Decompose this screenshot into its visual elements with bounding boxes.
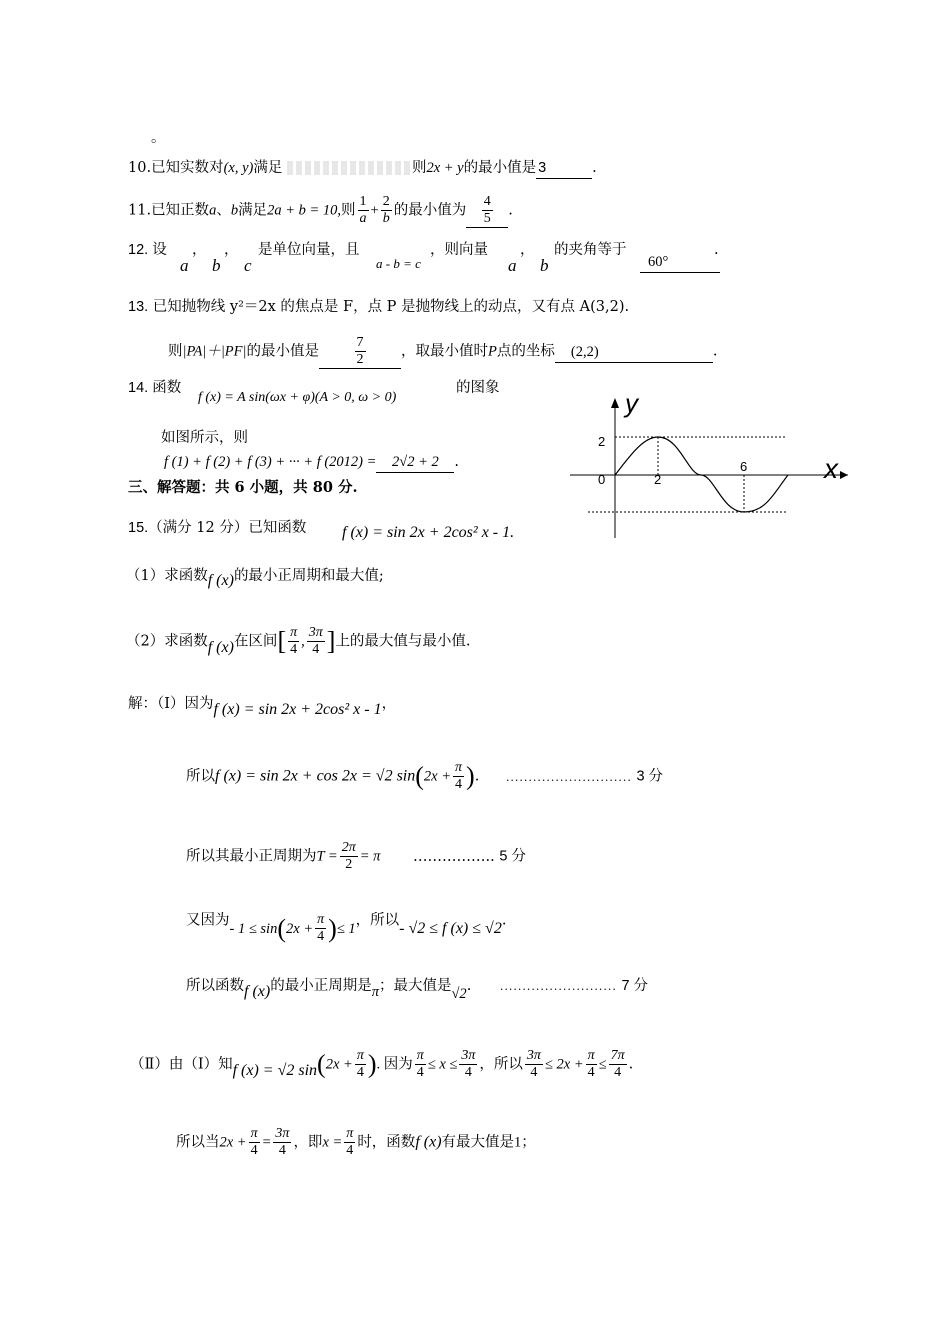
y-axis-label: y (625, 390, 638, 418)
s2-pre: 所以 (186, 768, 215, 785)
q10-condition-blurred (287, 161, 412, 175)
q13-line2-mid3: 点的坐标 (496, 343, 555, 360)
q11-sep: 、 (216, 202, 231, 219)
solution-line-4: 又因为- 1 ≤ sin(2x + $\frac{\pi}{4}$ )≤ 1，所以- √2 ≤ f (x) ≤ √2. (186, 912, 507, 944)
s7-fx: f (x) (415, 1133, 442, 1151)
q11-number: 11. (128, 202, 152, 219)
q11-frac2: $\frac{2}{b}$ (382, 194, 390, 226)
s4-inner: 2x + (286, 920, 314, 937)
s6-mid: . 因为 (376, 1056, 413, 1073)
q15-part1-pre: （1）求函数 (126, 568, 208, 584)
s2-expr: f (x) = sin 2x + cos 2x = √2 sin (215, 767, 416, 785)
s3-pre: 所以其最小正周期为 (186, 848, 317, 865)
tick-y-2: 2 (598, 434, 606, 449)
q11-then: 则 (341, 202, 356, 219)
q11-text-mid: 满足 (238, 202, 268, 219)
q15-part2-mid: 在区间 (233, 633, 278, 650)
question-12 (128, 240, 167, 260)
x-axis-arrow (840, 471, 848, 479)
s5-score: 7 分 (621, 978, 649, 994)
q11-condition: 2a + b = 10, (267, 202, 342, 219)
s6-le2: ≤ 2x + (544, 1056, 584, 1073)
s7-frac-c: $\frac{\pi}{4}$ (346, 1126, 354, 1158)
q12-vec-c: c (244, 256, 252, 275)
q14-pre: 函数 (152, 380, 182, 396)
q14-number: 14. (128, 380, 149, 396)
s7-mid2: 时，函数 (357, 1134, 416, 1151)
q12-eq: a - b = c (376, 256, 421, 271)
q12-tail: 的夹角等于 (554, 242, 627, 258)
q15-interval-a: $\frac{\pi}{4}$ (290, 625, 298, 657)
s2-inner: 2x + (423, 768, 452, 785)
q14-end: . (454, 454, 460, 470)
solution-label: 解： (128, 696, 157, 712)
s4-pre: 又因为 (186, 912, 230, 929)
s5-mid: 的最小正周期是 (270, 978, 372, 994)
q15-part2-pre: （2）求函数 (126, 633, 208, 650)
q13-line2-pre: 则 (168, 343, 183, 360)
s7-tail: 有最大值是 (441, 1134, 515, 1151)
q10-answer: 3 (536, 158, 592, 179)
q13-line2-mid: 的最小值是 (246, 343, 320, 360)
s3-frac: $\frac{2\pi}{2}$ (341, 840, 356, 872)
s4-left: - 1 ≤ sin (229, 920, 278, 937)
q13-answer-2: (2,2) (555, 342, 713, 363)
s5-pre: 所以函数 (186, 978, 244, 994)
q15-part2-fx: f (x) (207, 638, 234, 656)
q15-part2-tail: 上的最大值与最小值. (335, 633, 471, 650)
q11-var-a: a (209, 202, 217, 219)
s6-end: . (628, 1056, 634, 1073)
q15-part1 (126, 566, 384, 589)
q15-interval-b: $\frac{3\pi}{4}$ (308, 625, 323, 657)
section-3-heading: 三、解答题：共 6 小题，共 80 分. (128, 479, 358, 496)
s6-mid2: ，所以 (479, 1056, 523, 1073)
s5-dots: .......................... (499, 980, 617, 993)
question-11 (128, 194, 513, 228)
q15-func: f (x) = sin 2x + 2cos² x - 1. (342, 524, 515, 541)
s4-right: ≤ 1 (336, 920, 356, 937)
s7-val: 1 (514, 1134, 522, 1151)
q11-var-b: b (230, 202, 239, 219)
s1-expr: f (x) = sin 2x + 2cos² x - 1 (213, 701, 382, 718)
s5-end: . (466, 978, 472, 994)
s7-eq: = (261, 1134, 272, 1151)
q15-pre: （满分 12 分）已知函数 (148, 520, 307, 536)
q11-answer: $\frac{4}{5}$ (466, 194, 508, 228)
q12-mid: 是单位向量，且 (258, 242, 360, 258)
sine-graph (570, 390, 860, 550)
q12-vec-a: a (180, 256, 189, 275)
s7-pre: 所以当 (176, 1134, 220, 1151)
s7-x: x = (322, 1134, 343, 1151)
s7-end: ； (521, 1134, 536, 1151)
s6-frac-b: $\frac{3\pi}{4}$ (461, 1048, 476, 1080)
q11-text-tail: 的最小值为 (393, 202, 467, 219)
q14-sum-line (164, 452, 459, 473)
q15-part1-tail: 的最小正周期和最大值; (233, 568, 384, 584)
q12-vec-b2: b (540, 256, 549, 275)
s3-score: 5 分 (499, 848, 526, 865)
q13-end: . (712, 343, 718, 360)
q10-text-mid: 满足 (253, 160, 283, 176)
s4-end: . (501, 912, 507, 929)
q15-part2: （2）求函数f (x)在区间[ $\frac{\pi}{4}$ , $\frac{3\pi}{4}$ ]上的最大值与最小值. (126, 625, 471, 657)
q12-vec-a2: a (508, 256, 517, 275)
q10-text-post: 则 (411, 160, 427, 176)
s1-end: ， (381, 696, 397, 712)
q13-line2-mid2: ，取最小值时 (401, 343, 489, 360)
s3-T: T = (316, 848, 338, 865)
q13-answer-1: $\frac{7}{2}$ (319, 335, 401, 369)
s6-le3: ≤ (598, 1056, 607, 1073)
q15-number: 15. (128, 520, 149, 536)
q10-text-tail: 的最小值是 (463, 160, 537, 176)
solution-line-6: （Ⅱ）由（Ⅰ）知f (x) = √2 sin(2x + $\frac{\pi}{4}$ ). 因为 $\frac{\pi}{4}$ ≤ x ≤ $\frac{3\pi}{4}$ ，所以 $\frac{3\pi}{4}$ ≤ 2x + $\frac{\pi}{4}$ ≤ $\frac{7\pi}{4}$ . (130, 1048, 634, 1080)
s5-val: √2 (451, 986, 467, 1002)
q14-line2: 如图所示，则 (161, 430, 248, 446)
origin-label: 0 (598, 472, 606, 487)
s2-score: 3 分 (636, 768, 664, 785)
q12-answer: 60° (640, 252, 720, 273)
s6-frac: $\frac{\pi}{4}$ (356, 1048, 364, 1080)
q12-comma-1: ， (192, 242, 207, 258)
x-axis-label: x (824, 453, 838, 484)
s5-fx: f (x) (244, 983, 271, 1000)
q12-mid2: ，则向量 (430, 242, 488, 258)
q14-func: f (x) = A sin(ωx + φ)(A > 0, ω > 0) (198, 390, 397, 405)
q12-vec-b: b (212, 256, 221, 275)
q15-part1-fx: f (x) (207, 572, 234, 589)
s4-expr: - √2 ≤ f (x) ≤ √2 (399, 919, 502, 937)
q12-comma-3: ， (520, 242, 535, 258)
q10-end: . (592, 160, 597, 176)
q11-frac1: $\frac{1}{a}$ (359, 194, 367, 226)
question-13 (128, 297, 629, 317)
q11-end: . (508, 202, 513, 219)
q13-number: 13. (128, 299, 149, 315)
s4-frac: $\frac{\pi}{4}$ (317, 912, 325, 944)
s5-mid2: ；最大值是 (378, 978, 452, 994)
q14-answer: 2√2 + 2 (376, 452, 454, 473)
q13-line1: 已知抛物线 y²＝2x 的焦点是 F，点 P 是抛物线上的动点，又有点 A(3,2). (152, 299, 630, 315)
y-axis-arrow (611, 398, 619, 408)
q12-comma-2: ， (224, 242, 239, 258)
s6-frac-a: $\frac{\pi}{4}$ (416, 1048, 424, 1080)
s6-frac-c: $\frac{3\pi}{4}$ (526, 1048, 541, 1080)
q10-pair: (x, y) (223, 160, 254, 176)
q10-text-pre: 已知实数对 (151, 160, 224, 176)
s1-pre: （Ⅰ）因为 (157, 696, 214, 712)
q14-post: 的图象 (456, 380, 500, 396)
q10-number: 10. (128, 160, 152, 176)
solution-line-2: 所以f (x) = sin 2x + cos 2x = √2 sin(2x + $\frac{\pi}{4}$ ). ............................ 3 分 (186, 760, 664, 792)
q11-plus: + (370, 202, 379, 219)
solution-line-5 (186, 976, 649, 1002)
s3-dots: …………….. (413, 848, 495, 865)
q12-pre: 设 (152, 242, 167, 258)
top-mark: 。 (151, 130, 166, 146)
q10-expr: 2x + y (426, 160, 464, 176)
s2-dots: ............................ (505, 770, 632, 784)
s2-frac: $\frac{\pi}{4}$ (455, 760, 463, 792)
solution-line-3 (186, 840, 526, 873)
s6-le: ≤ x ≤ (427, 1056, 458, 1073)
question-10 (128, 158, 597, 179)
q15-interval-rbracket: ] (326, 626, 336, 656)
s7-frac-b: $\frac{3\pi}{4}$ (275, 1126, 290, 1158)
q15-end: . (510, 524, 515, 541)
q13-line2-expr: |PA|＋|PF| (182, 343, 247, 360)
q12-number: 12. (128, 242, 149, 258)
s3-eq: = π (359, 848, 381, 865)
question-13-line2 (168, 335, 717, 369)
s6-frac-d: $\frac{\pi}{4}$ (587, 1048, 595, 1080)
question-15 (128, 518, 306, 538)
tick-x-2: 2 (654, 472, 662, 487)
s7-frac-a: $\frac{\pi}{4}$ (250, 1126, 258, 1158)
s7-expr: 2x + (219, 1134, 247, 1151)
s7-mid: ，即 (293, 1134, 323, 1151)
q12-end: . (714, 242, 719, 258)
solution-line-7 (176, 1126, 536, 1159)
q14-sum: f (1) + f (2) + f (3) + ··· + f (2012) = (164, 454, 377, 470)
q13-point-p: P (488, 343, 497, 360)
s6-pre: （Ⅱ）由（Ⅰ）知 (130, 1056, 233, 1073)
q15-interval-lbracket: [ (277, 626, 287, 656)
s4-mid: ，所以 (355, 912, 400, 929)
solution-line-1 (128, 694, 397, 718)
s6-inner: 2x + (325, 1056, 353, 1073)
s6-frac-e: $\frac{7\pi}{4}$ (610, 1048, 625, 1080)
s5-pi: π (371, 984, 379, 1000)
tick-x-6: 6 (740, 459, 748, 474)
question-14 (128, 378, 181, 398)
s6-expr: f (x) = √2 sin (232, 1061, 318, 1079)
q11-text-pre: 已知正数 (151, 202, 210, 219)
